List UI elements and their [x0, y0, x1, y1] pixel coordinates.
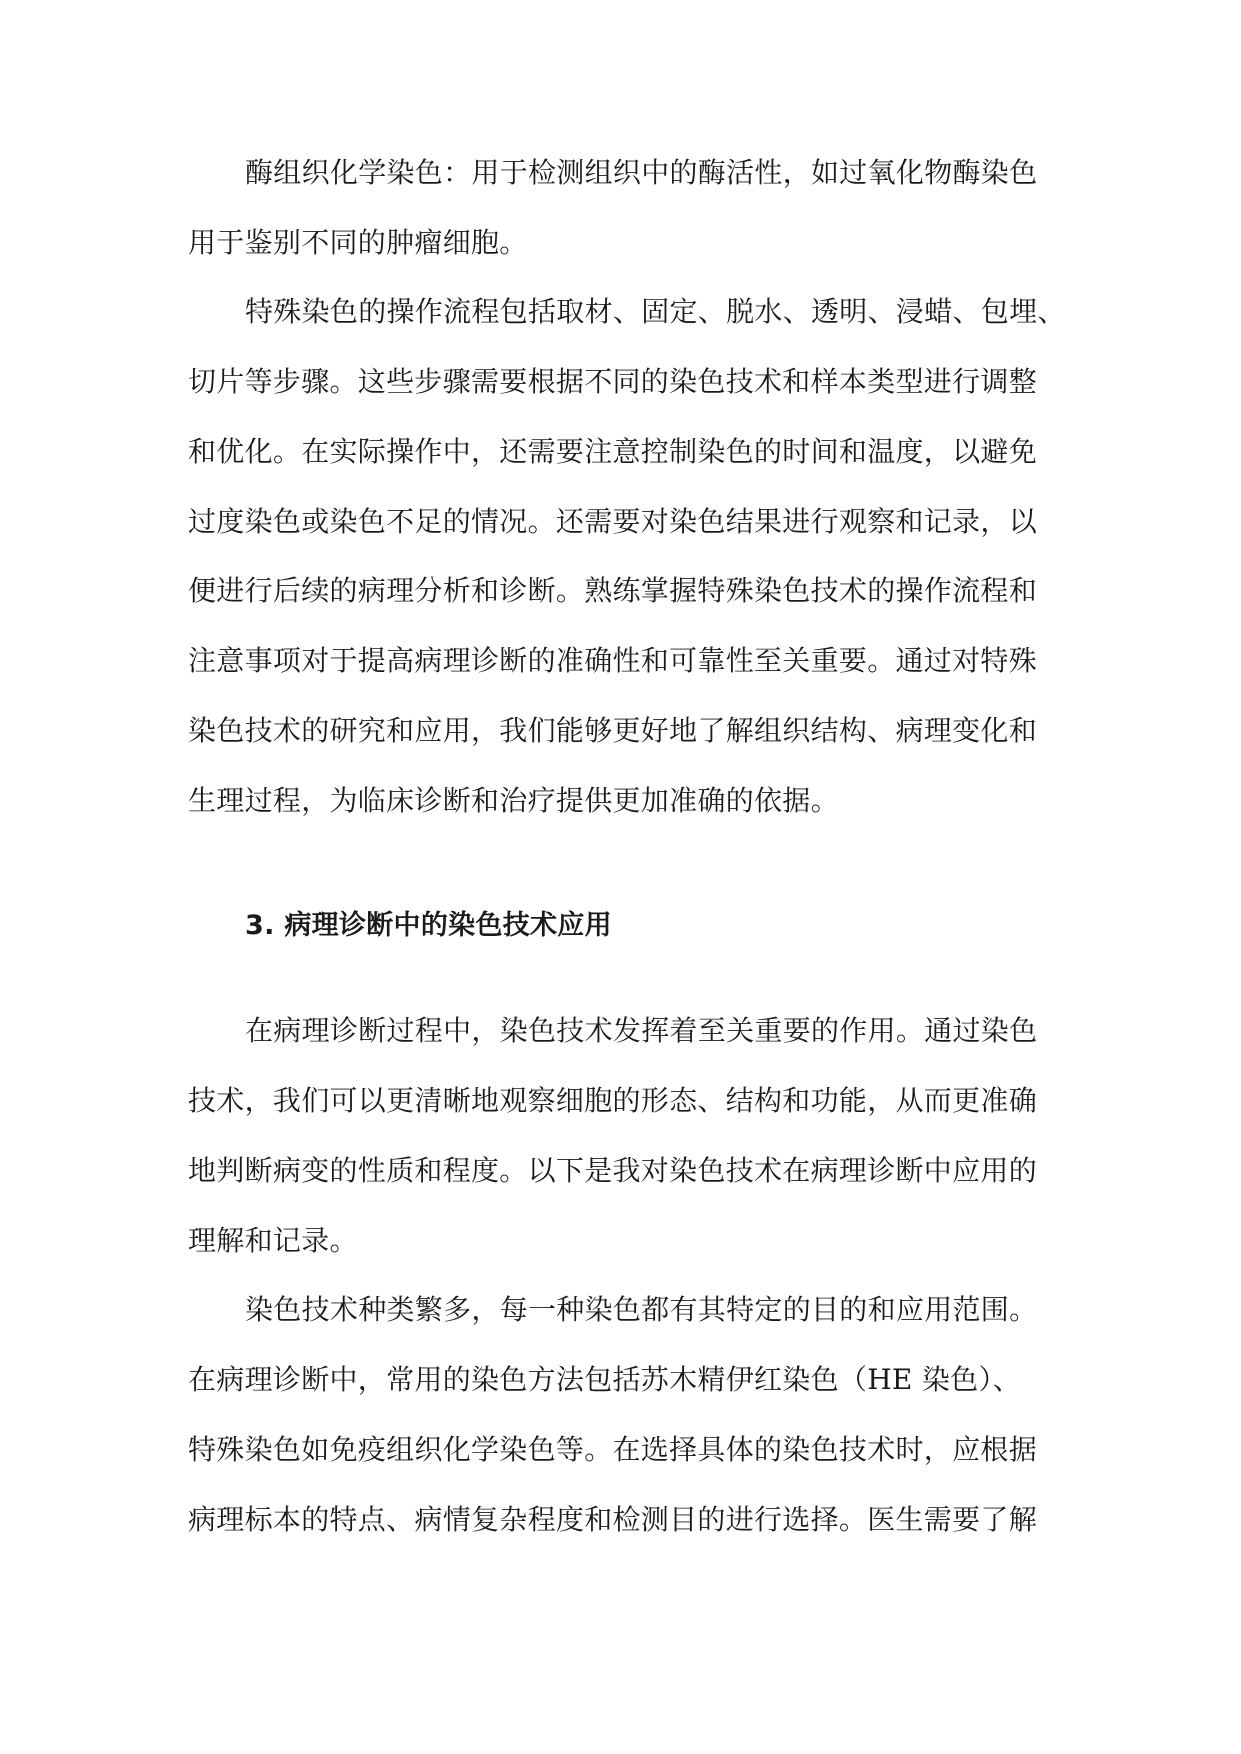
text-line: 用于鉴别不同的肿瘤细胞。 [188, 226, 528, 259]
text-line: 切片等步骤。这些步骤需要根据不同的染色技术和样本类型进行调整 [188, 365, 1038, 398]
text-line: 在病理诊断中，常用的染色方法包括苏木精伊红染色（HE 染色）、 [188, 1363, 1022, 1396]
text-line: 注意事项对于提高病理诊断的准确性和可靠性至关重要。通过对特殊 [188, 644, 1038, 677]
text-line: 在病理诊断过程中，染色技术发挥着至关重要的作用。通过染色 [245, 1014, 1038, 1047]
text-line: 便进行后续的病理分析和诊断。熟练掌握特殊染色技术的操作流程和 [188, 574, 1038, 607]
text-line: 和优化。在实际操作中，还需要注意控制染色的时间和温度，以避免 [188, 435, 1038, 468]
text-line: 地判断病变的性质和程度。以下是我对染色技术在病理诊断中应用的 [188, 1154, 1038, 1187]
text-line: 过度染色或染色不足的情况。还需要对染色结果进行观察和记录，以 [188, 505, 1038, 538]
text-line: 技术，我们可以更清晰地观察细胞的形态、结构和功能，从而更准确 [188, 1084, 1038, 1117]
section-heading: 3. 病理诊断中的染色技术应用 [245, 910, 612, 941]
text-line: 染色技术种类繁多，每一种染色都有其特定的目的和应用范围。 [245, 1293, 1038, 1326]
text-line: 病理标本的特点、病情复杂程度和检测目的进行选择。医生需要了解 [188, 1503, 1038, 1536]
text-line: 理解和记录。 [188, 1224, 358, 1257]
text-line: 染色技术的研究和应用，我们能够更好地了解组织结构、病理变化和 [188, 714, 1038, 747]
text-line: 特殊染色如免疫组织化学染色等。在选择具体的染色技术时，应根据 [188, 1433, 1038, 1466]
text-line: 生理过程，为临床诊断和治疗提供更加准确的依据。 [188, 784, 839, 817]
text-line: 特殊染色的操作流程包括取材、固定、脱水、透明、浸蜡、包埋、 [245, 295, 1066, 328]
text-line: 酶组织化学染色：用于检测组织中的酶活性，如过氧化物酶染色 [245, 156, 1038, 189]
